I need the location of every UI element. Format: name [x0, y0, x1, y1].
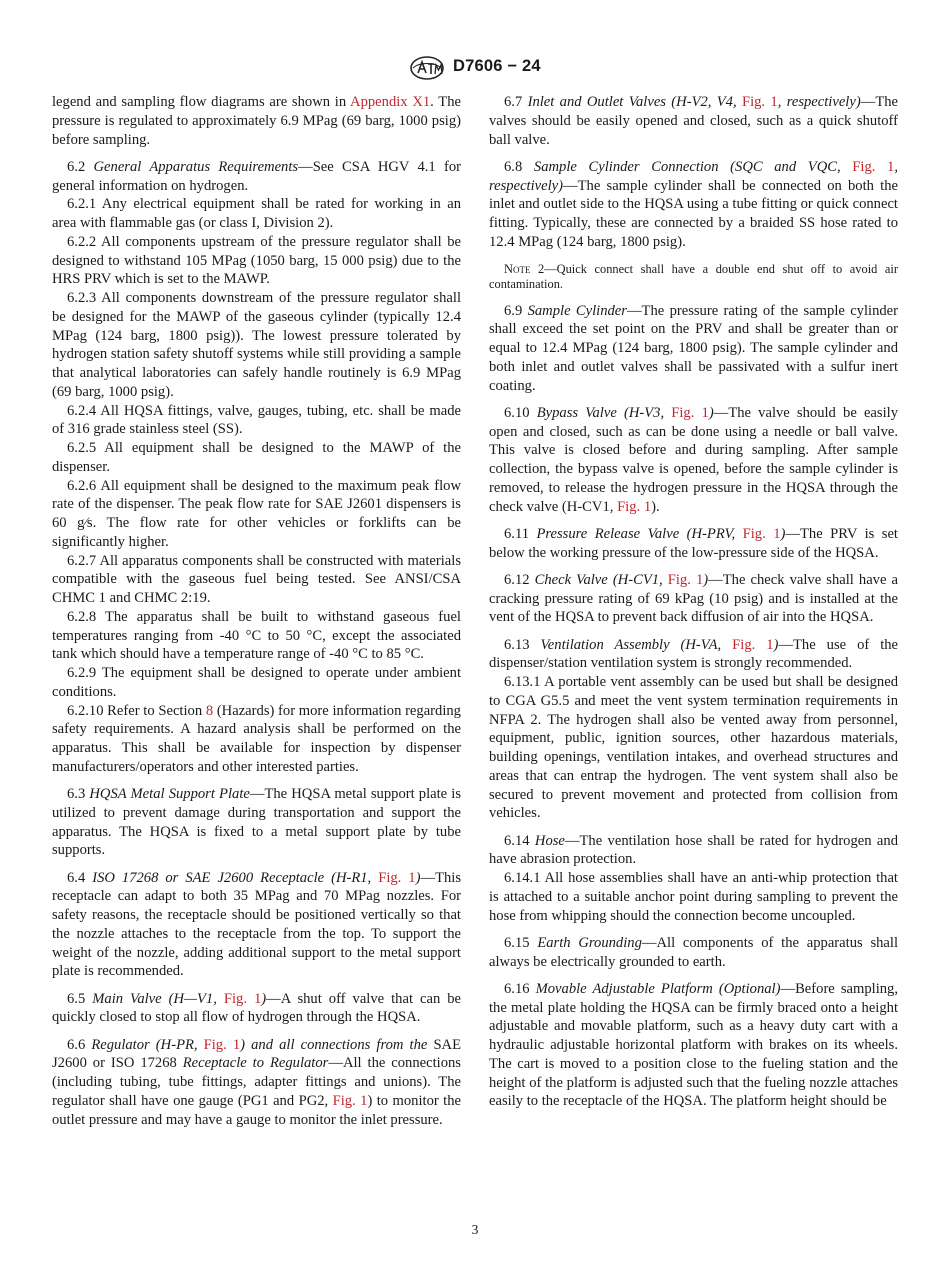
- section-6-12: 6.12 Check Valve (H-CV1, Fig. 1)—The check valve shall have a cracking pressure rating of 69 kPag (10 psig) and is installed at the vent of the HQSA to prevent back diffusion of air into the HQSA.: [489, 571, 899, 626]
- section-6-2-5: 6.2.5 All equipment shall be designed to the MAWP of the dispenser.: [52, 440, 461, 475]
- section-6-15: 6.15 Earth Grounding—All components of the apparatus shall always be electrically grounded to earth.: [489, 934, 899, 970]
- page-number: 3: [471, 1222, 479, 1237]
- section-6-14-1: 6.14.1 All hose assemblies shall have an anti-whip protection that is attached to a suitable anchor point during sampling to prevent the hose from whipping should the connection become uncoupled.: [489, 870, 898, 924]
- figure-link[interactable]: Fig. 1: [732, 636, 774, 653]
- section-6-2-6: 6.2.6 All equipment shall be designed to the maximum peak flow rate of the dispenser. The peak flow rate for SAE J2601 dispensers is 60 g⁄s. The flow rate for other vehicles or forklifts can be significantly higher.: [52, 477, 461, 550]
- note-2: Note 2—Quick connect shall have a double end shut off to avoid air contamination.: [489, 261, 898, 291]
- section-6-2-1: 6.2.1 Any electrical equipment shall be rated for working in an area with flammable gas (or class I, Division 2).: [52, 196, 461, 231]
- section-6-14: 6.14 Hose—The ventilation hose shall be rated for hydrogen and have abrasion protection.: [489, 832, 898, 868]
- figure-link[interactable]: Fig. 1: [742, 525, 781, 542]
- section-6-2-2: 6.2.2 All components upstream of the pressure regulator shall be designed to withstand 105 MPag (1050 barg, 15 000 psig) due to the HRS PRV which is set to the MAWP.: [52, 233, 461, 288]
- section-6-10: 6.10 Bypass Valve (H-V3, Fig. 1)—The valve should be easily open and closed, such as can be done using a needle or ball valve. This valve is closed before and during sampling. After sample collection, the bypass valve is opened, before the sample cylinder is removed, to release the hydrogen pressure in the HQSA through the check valve (H-CV1, Fig. 1).: [489, 404, 898, 515]
- section-6-9: 6.9 Sample Cylinder—The pressure rating of the sample cylinder shall exceed the set point on the PRV and shall be greater than or equal to 12.4 MPag (124 barg, 1800 psig). The sample cylinder and both inlet and outlet valves shall be passivated with a sulfur inert coating.: [489, 302, 899, 394]
- section-6-2-8: 6.2.8 The apparatus shall be built to withstand gaseous fuel temperatures ranging from -40 °C to 50 °C, except the associated tank which should have a temperature range of -40 °C to 85 °C.: [52, 608, 461, 663]
- section-6-2: 6.2 General Apparatus Requirements—See CSA HGV 4.1 for general information on hydrogen.: [52, 158, 461, 194]
- section-6-5: 6.5 Main Valve (H—V1, Fig. 1)—A shut off valve that can be quickly closed to stop all flow of hydrogen through the HQSA.: [52, 990, 462, 1026]
- paragraph: legend and sampling flow diagrams are shown in Appendix X1. The pressure is regulated to approximately 6.9 MPag (69 barg, 1000 psig) before sampling.: [52, 94, 461, 148]
- page-header: [0, 56, 950, 82]
- right-column: [489, 93, 898, 1111]
- section-6-7: 6.7 Inlet and Outlet Valves (H-V2, V4, Fig. 1, respectively)—The valves should be easily opened and closed, such as a quick shutoff ball valve.: [489, 94, 899, 148]
- figure-link[interactable]: Fig. 1: [741, 94, 778, 110]
- figure-link[interactable]: Fig. 1: [667, 571, 704, 588]
- appendix-link[interactable]: Appendix X1: [350, 94, 431, 110]
- section-link[interactable]: 8: [205, 702, 214, 719]
- figure-link[interactable]: Fig. 1: [332, 1092, 368, 1109]
- section-6-8: 6.8 Sample Cylinder Connection (SQC and VQC, Fig. 1, respectively)—The sample cylinder shall be connected on both the inlet and outlet side to the HQSA using a tube fitting or quick connect fitting. Typically, these are connected by a braided SS hose rated to 12.4 MPag (124 barg, 1800 psig).: [489, 158, 899, 250]
- section-6-6: 6.6 Regulator (H-PR, Fig. 1) and all connections from the SAE J2600 or ISO 17268 Receptacle to Regulator—All the connections (including tubing, tube fittings, adapter fittings and unions). The regulator shall have one gauge (PG1 and PG2, Fig. 1) to monitor the outlet pressure and may have a gauge to monitor the inlet pressure.: [52, 1036, 462, 1128]
- section-6-13-1: 6.13.1 A portable vent assembly can be used but shall be designed to CGA G5.5 and meet the vent system termination requirements in NFPA 2. The hydrogen shall also be vented away from personnel, equipment, public, ignition sources, other hazardous materials, building openings, ventilation intakes, and overhead structures and areas that can entrap the hydrogen. The vent system shall also be secured to prevent movement and protected from collision from vehicles.: [489, 674, 898, 822]
- section-6-3: 6.3 HQSA Metal Support Plate—The HQSA metal support plate is utilized to prevent damage during transportation and support the apparatus. The HQSA is fixed to a metal support plate by tube supports.: [52, 786, 462, 859]
- section-6-2-3: 6.2.3 All components downstream of the pressure regulator shall be designed for the MAWP of the gaseous cylinder (typically 12.4 MPag (124 barg, 1800 psig)). The lowest pressure tolerated by hydrogen station safety shutoff systems while still providing a sample that analytical laboratories can safely handle routinely is 6.9 MPag (69 barg, 1000 psig).: [52, 290, 461, 400]
- section-6-16: 6.16 Movable Adjustable Platform (Optional)—Before sampling, the metal plate holding the HQSA can be firmly braced onto a height adjustable and movable platform, such as a heavy duty cart with a hydraulic adjustable horizontal platform with brakes on its wheels. The cart is moved to a position close to the fueling station and the height of the platform is adjusted such that the fueling nozzle attaches easily to the receptacle of the HQSA. The platform height should be: [489, 980, 898, 1110]
- figure-link[interactable]: Fig. 1: [378, 869, 416, 886]
- section-6-2-9: 6.2.9 The equipment shall be designed to operate under ambient conditions.: [52, 665, 461, 700]
- section-6-13: 6.13 Ventilation Assembly (H-VA, Fig. 1)—The use of the dispenser/station ventilation system is strongly recommended.: [489, 636, 899, 672]
- astm-logo-icon: [409, 56, 445, 80]
- figure-link[interactable]: Fig. 1: [223, 990, 262, 1007]
- figure-link[interactable]: Fig. 1: [852, 158, 895, 175]
- section-6-4: 6.4 ISO 17268 or SAE J2600 Receptacle (H-R1, Fig. 1)—This receptacle can adapt to both 35 MPag and 70 MPag nozzles. For safety reasons, the receptacle should be positioned vertically so that the nozzle attaches to the receptacle from the top. To support the weight of the nozzle, adding additional support to the metal support plate is recommended.: [52, 869, 462, 980]
- document-id: D7606 − 24: [453, 57, 541, 75]
- section-6-2-4: 6.2.4 All HQSA fittings, valve, gauges, tubing, etc. shall be made of 316 grade stainless steel (SS).: [52, 402, 461, 438]
- figure-link[interactable]: Fig. 1: [671, 404, 709, 421]
- section-6-11: 6.11 Pressure Release Valve (H-PRV, Fig. 1)—The PRV is set below the working pressure of the low-pressure side of the HQSA.: [489, 525, 898, 561]
- section-6-2-7: 6.2.7 All apparatus components shall be constructed with materials compatible with the gaseous fuel being tested. See ANSI/CSA CHMC 1 and CHMC 2:19.: [52, 552, 461, 606]
- figure-link[interactable]: Fig. 1: [203, 1036, 241, 1053]
- section-6-2-10: 6.2.10 Refer to Section 8 (Hazards) for more information regarding safety requirements. A hazard analysis shall be performed on the apparatus. This shall be available for inspection by dispenser manufacturers/operators and other interested parties.: [52, 702, 461, 775]
- figure-link[interactable]: Fig. 1: [617, 498, 652, 515]
- left-column: [52, 93, 461, 1129]
